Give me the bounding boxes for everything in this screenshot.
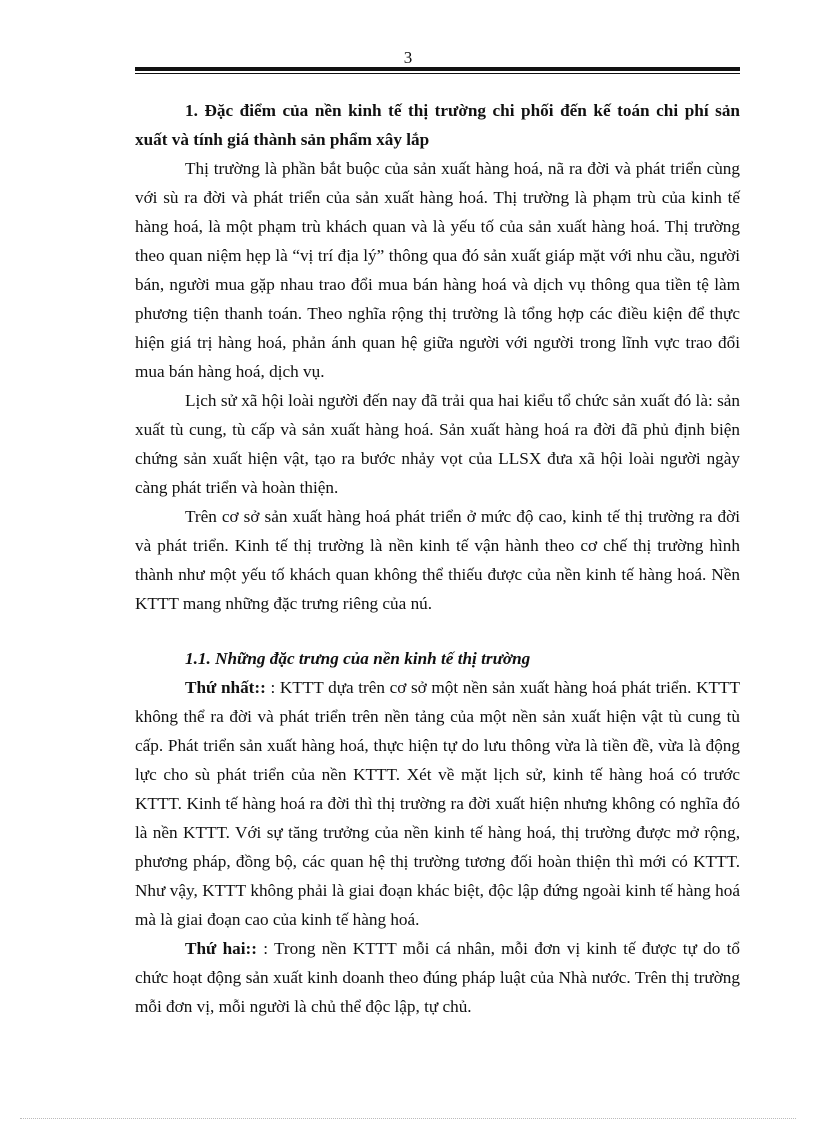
paragraph-second-feature [135,934,740,1021]
paragraph-text: : KTTT dựa trên cơ sở một nền sản xuất hàng hoá phát triển. KTTT không thể ra đời và phát triển trên nền tảng của một nền sản xuất hiện vật tù cung tù cấp. Phát triển sản xuất hàng hoá, thực hiện tự do lưu thông vừa là tiền đề, vừa là động lực cho sù phát triển của nền KTTT. Xét về mặt lịch sử, kinh tế hàng hoá có trước KTTT. Kinh tế hàng hoá ra đời thì thị trường ra đời xuất hiện nhưng không có nghĩa đó là nền KTTT. Với sự tăng trưởng của nền kinh tế hàng hoá, thị trường được mở rộng, phương pháp, đồng bộ, các quan hệ thị trường tương đối hoàn thiện thì mới có KTTT. Như vậy, KTTT không phải là giai đoạn khác biệt, độc lập đứng ngoài kinh tế hàng hoá mà là giai đoạn cao của kinh tế hàng hoá. [135,678,740,929]
paragraph-text: : Trong nền KTTT mỗi cá nhân, mỗi đơn vị kinh tế được tự do tổ chức hoạt động sản xuất kinh doanh theo đúng pháp luật của Nhà nước. Trên thị trường mỗi đơn vị, mỗi người là chủ thể độc lập, tự chủ. [135,939,740,1016]
header-rule-thick [135,67,740,71]
lead-label: Thứ nhất:: [185,678,266,697]
paragraph-first-feature [135,673,740,934]
paragraph: Lịch sử xã hội loài người đến nay đã trải qua hai kiểu tổ chức sản xuất đó là: sản xuất tù cung, tù cấp và sản xuất hàng hoá. Sản xuất hàng hoá ra đời đã phủ định biện chứng sản xuất hiện vật, tạo ra bước nhảy vọt của LLSX đưa xã hội loài người ngày càng phát triển và hoàn thiện. [135,391,740,497]
document-body [135,96,740,1021]
subsection-heading: 1.1. Những đặc trưng của nền kinh tế thị trường [185,649,531,668]
spacer [135,618,740,644]
paragraph: Thị trường là phần bắt buộc của sản xuất hàng hoá, nã ra đời và phát triển cùng với sù ra đời và phát triển của sản xuất hàng hoá. Thị trường là phạm trù của kinh tế hàng hoá, là một phạm trù khách quan và là yếu tố của sản xuất hàng hoá. Thị trường theo quan niệm hẹp là “vị trí địa lý” thông qua đó sản xuất giáp mặt với nhu cầu, người bán, người mua gặp nhau trao đổi mua bán hàng hoá và dịch vụ thông qua tiền tệ làm phương tiện thanh toán. Theo nghĩa rộng thị trường là tổng hợp các điều kiện để thực hiện giá trị hàng hoá, phản ánh quan hệ giữa người với người trong lĩnh vực trao đổi mua bán hàng hoá, dịch vụ. [135,159,740,381]
lead-label: Thứ hai:: [185,939,257,958]
section-heading: 1. Đặc điểm của nền kinh tế thị trường chi phối đến kế toán chi phí sản xuất và tính giá thành sản phẩm xây lắp [135,101,740,149]
paragraph: Trên cơ sở sản xuất hàng hoá phát triển ở mức độ cao, kinh tế thị trường ra đời và phát triển. Kinh tế thị trường là nền kinh tế vận hành theo cơ chế thị trường hình thành như một yếu tố khách quan không thể thiếu được của nền kinh tế hàng hoá. Nền KTTT mang những đặc trưng riêng của nú. [135,507,740,613]
page-bottom-border [20,1118,796,1119]
page-number: 3 [403,48,413,67]
header-rule-thin [135,73,740,74]
